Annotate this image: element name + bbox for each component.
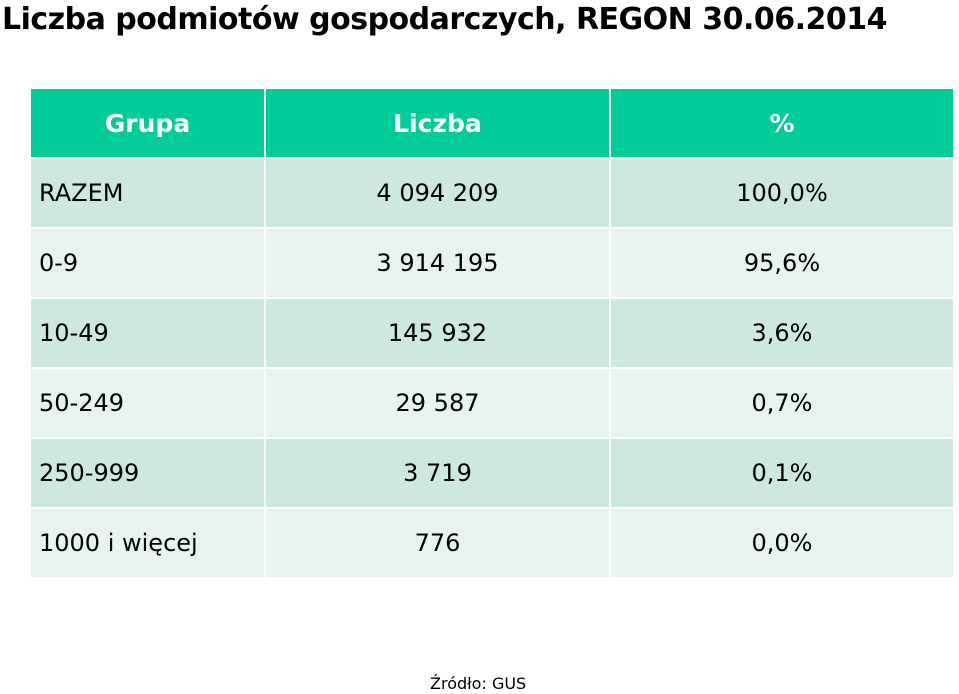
percent-cell: 0,7% (610, 368, 954, 438)
group-cell: 0-9 (30, 228, 265, 298)
group-cell: 10-49 (30, 298, 265, 368)
percent-cell: 95,6% (610, 228, 954, 298)
percent-cell: 0,1% (610, 438, 954, 508)
count-cell: 145 932 (265, 298, 610, 368)
table-row (30, 508, 954, 578)
percent-cell: 0,0% (610, 508, 954, 578)
page-title: Liczba podmiotów gospodarczych, REGON 30.06.2014 (2, 2, 888, 37)
column-header-percent: % (610, 88, 954, 158)
table-row (30, 298, 954, 368)
group-cell: 50-249 (30, 368, 265, 438)
count-cell: 3 719 (265, 438, 610, 508)
table-header-row (30, 88, 954, 158)
count-cell: 3 914 195 (265, 228, 610, 298)
column-header-grupa: Grupa (30, 88, 265, 158)
column-header-liczba: Liczba (265, 88, 610, 158)
group-cell: 250-999 (30, 438, 265, 508)
count-cell: 29 587 (265, 368, 610, 438)
count-cell: 776 (265, 508, 610, 578)
table-row (30, 368, 954, 438)
data-table (29, 87, 955, 579)
table-row (30, 158, 954, 228)
percent-cell: 3,6% (610, 298, 954, 368)
group-cell: 1000 i więcej (30, 508, 265, 578)
count-cell: 4 094 209 (265, 158, 610, 228)
group-cell: RAZEM (30, 158, 265, 228)
table-row (30, 438, 954, 508)
table-row (30, 228, 954, 298)
percent-cell: 100,0% (610, 158, 954, 228)
source-note: Źródło: GUS (430, 674, 527, 693)
